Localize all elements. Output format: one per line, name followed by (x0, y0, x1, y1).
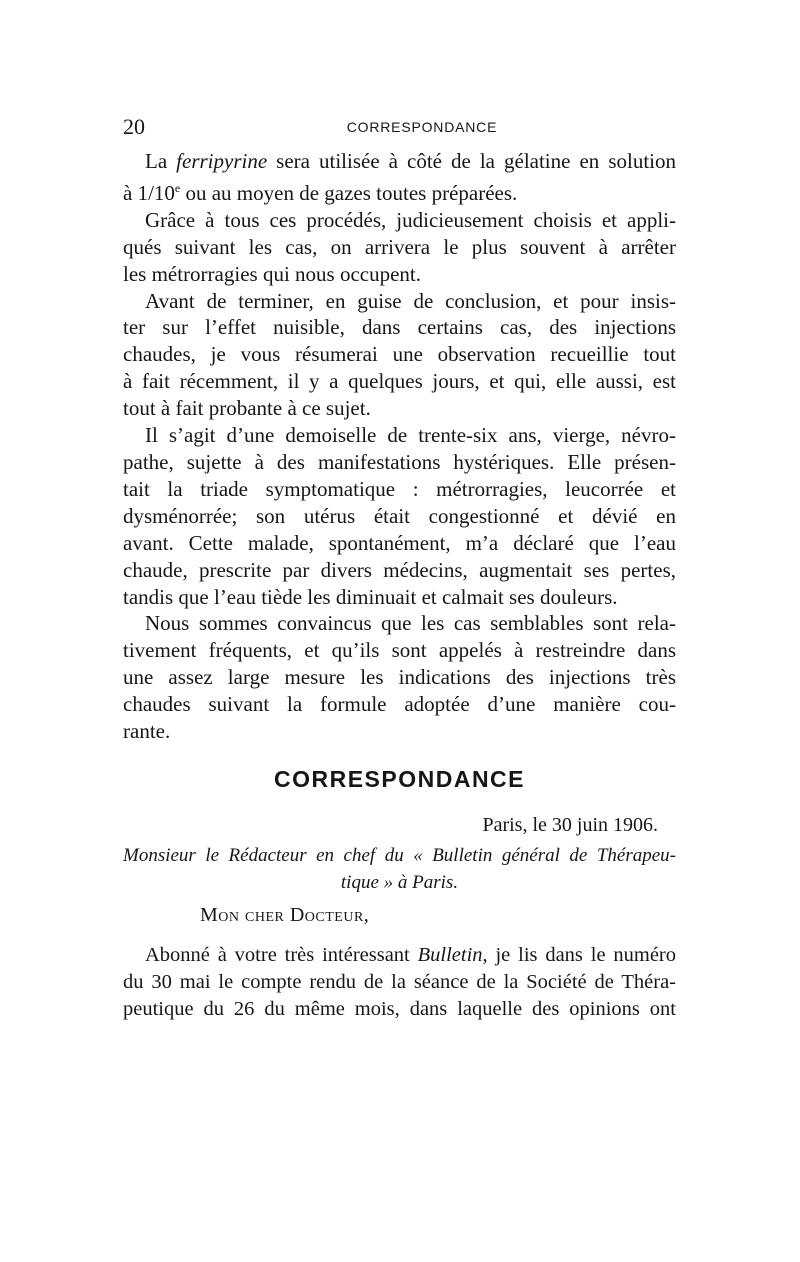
addressee-line: Monsieur le Rédacteur en chef du « Bulletin général de Thérapeu- (123, 845, 676, 866)
superscript: e (174, 180, 181, 195)
text-fragment: sera utilisée à côté de la gélatine en solution (267, 149, 676, 173)
text-line: tivement fréquents, et qu’ils sont appelés à restreindre dans (123, 638, 676, 663)
italic-term: ferripyrine (176, 149, 268, 173)
text-line: qués suivant les cas, on arrivera le plus souvent à arrêter (123, 234, 676, 259)
text-line: ter sur l’effet nuisible, dans certains cas, des injections (123, 315, 676, 340)
paragraph (123, 610, 676, 745)
text-line (123, 175, 676, 207)
article-body (123, 148, 676, 745)
text-fragment: La (145, 149, 177, 173)
section-heading: CORRESPONDANCE (273, 766, 526, 792)
paragraph (123, 288, 676, 423)
addressee-line: tique » à Paris. (340, 872, 459, 893)
text-line: tout à fait probante à ce sujet. (123, 396, 371, 421)
paragraph (123, 148, 676, 207)
text-line: chaude, prescrite par divers médecins, augmentait ses pertes, (123, 557, 676, 582)
text-line: avant. Cette malade, spontanément, m’a déclaré que l’eau (123, 530, 676, 555)
text-line: rante. (123, 719, 171, 744)
paragraph (123, 207, 676, 288)
letter-body (123, 942, 676, 1023)
text-line: tait la triade symptomatique : métrorragies, leucorrée et (123, 476, 676, 501)
running-head (123, 112, 676, 142)
text-line: chaudes suivant la formule adoptée d’une manière cou- (123, 692, 676, 717)
text-line: dysménorrée; son utérus était congestionné et dévié en (123, 503, 676, 528)
text-fragment: , je lis dans le numéro (482, 944, 677, 966)
text-line: Grâce à tous ces procédés, judicieusement choisis et appli- (145, 207, 676, 232)
text-line: du 30 mai le compte rendu de la séance de la Société de Théra- (123, 971, 676, 993)
letter-salutation: Mon cher Docteur, (200, 904, 370, 926)
text-line (123, 148, 676, 175)
italic-term: Bulletin (417, 944, 483, 966)
text-line (123, 942, 676, 969)
text-line: chaudes, je vous résumerai une observation recueillie tout (123, 342, 676, 367)
text-line: Il s’agit d’une demoiselle de trente-six ans, vierge, névro- (145, 423, 676, 448)
letter-date: Paris, le 30 juin 1906. (482, 814, 658, 836)
text-line: Nous sommes convaincus que les cas semblables sont rela- (145, 611, 676, 636)
text-line: à fait récemment, il y a quelques jours, et qui, elle aussi, est (123, 369, 676, 394)
text-line: les métrorragies qui nous occupent. (123, 261, 421, 286)
text-fragment: Abonné à votre très intéressant (145, 944, 418, 966)
running-title: CORRESPONDANCE (346, 119, 498, 135)
page-number: 20 (123, 114, 145, 139)
text-line: pathe, sujette à des manifestations hystériques. Elle présen- (123, 449, 676, 474)
letter-addressee (123, 842, 676, 896)
text-line: peutique du 26 du même mois, dans laquelle des opinions ont (123, 998, 676, 1020)
paragraph (123, 422, 676, 610)
text-fragment: à 1/10 (123, 180, 175, 205)
text-fragment: ou au moyen de gazes toutes préparées. (180, 180, 518, 205)
text-line: tandis que l’eau tiède les diminuait et calmait ses douleurs. (123, 584, 618, 609)
text-line: une assez large mesure les indications des injections très (123, 665, 676, 690)
text-line: Avant de terminer, en guise de conclusion, et pour insis- (145, 288, 676, 313)
